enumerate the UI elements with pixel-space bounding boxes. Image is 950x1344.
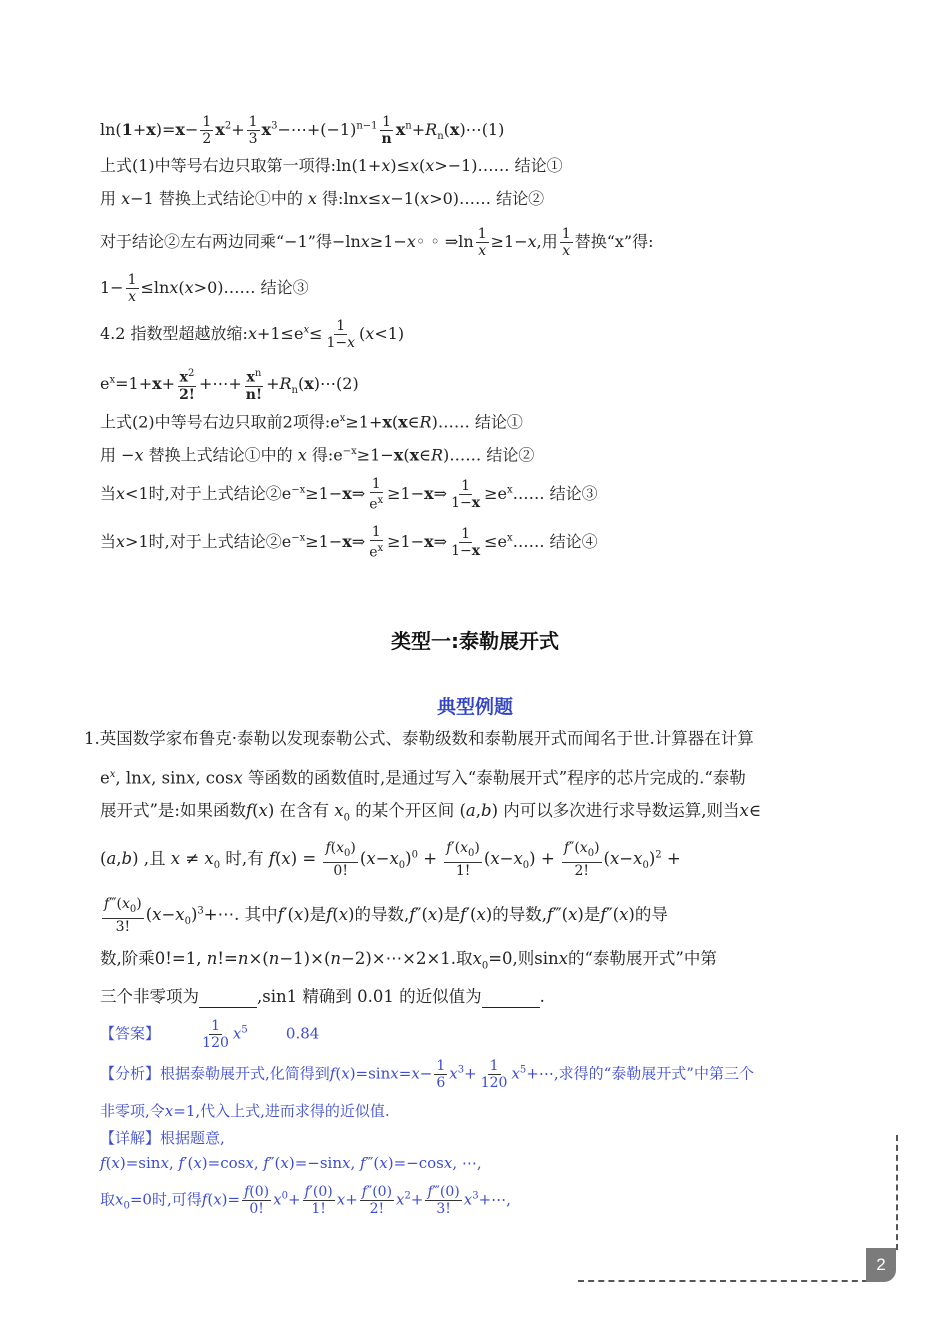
taylor-exp-formula: $e^x=1+x+$ $\frac{x^2}{2!}$ +⋯+ $\frac{x^n}{n!}$ $+R_n(x)\cdots(2)$ [100,368,359,403]
question-line-3: 展开式”是:如果函数f(x) 在含有 $x_0$ 的某个开区间 (a,b) 内可以多次进行求导数运算,则当x∈ [100,801,762,824]
taylor-ln-formula: ln(1+x)=x− $\frac{1}{2}$ $x^2+$ $\frac{1}{3}$ $x^3-\cdots+(-1)^{n-1}$ $\frac{1}{n}$ $x^n+R_n(x)\cdots(1)$ [100,114,505,147]
eq-label: (1) [481,120,505,139]
detail-line-3: 取$x_0=0$时,可得f(x)= $\frac{f(0)}{0!}$ $x^0+$ $\frac{f'(0)}{1!}$ x+ $\frac{f''(0)}{2!}$ $x^2+$ $\frac{f‴(0)}{3!}$ $x^3+\cdots$, [100,1184,511,1217]
conclusion-1-ln: 上式(1)中等号右边只取第一项得:ln(1+x)≤x(x>−1)…… 结论① [100,156,563,175]
analysis-line-1: 【分析】根据泰勒展开式,化简得到f(x)=sinx=x− $\frac{1}{6}$ $x^3+$ $\frac{1}{120}$ $x^5+\cdots$,求得的“泰勒展开式”中第三个 [100,1058,754,1091]
conclusion-2-ln: 用 x−1 替换上式结论①中的 x 得:lnx≤x−1(x>0)…… 结论② [100,189,545,208]
answer-blank-1[interactable] [199,991,257,1008]
detail-line-2: f(x)=sinx, f′(x)=cosx, f″(x)=−sinx, f‴(x)=−cosx, ⋯, [100,1154,482,1172]
question-line-6: 数,阶乘0!=1, n!=n×(n−1)×(n−2)×⋯×2×1.取$x_0=0$,则sinx的“泰勒展开式”中第 [100,949,717,972]
page-number: 2 [866,1248,896,1282]
answer-blank-2[interactable] [482,991,540,1008]
exp-conclusion-3: 当x<1时,对于上式结论$②e^{-x}\ge 1-x\Rightarrow$ $\frac{1}{e^x}$ ≥1−x⇒ $\frac{1}{1-x}$ $\ge e^x\dots\dots$ 结论③ [100,476,598,513]
exp-conclusion-2: 用 −x 替换上式结论①中的 x 得$:e^{-x}\ge 1-x(x\in R)\dots\dots$ 结论② [100,445,535,465]
question-line-4: (a,b) ,且 $x \ne x_0$ 时,有 f(x) = $\frac{f(x_0)}{0!}$ $(x-x_0)^0$ + $\frac{f'(x_0)}{1!}$ $(x-x_0)$ + $\frac{f''(x_0)}{2!}$ $(x-x_0)^2$ + [100,840,681,879]
analysis-line-2: 非零项,令x=1,代入上式,进而求得的近似值. [100,1102,390,1120]
question-line-5: $\frac{f‴(x_0)}{3!}$ $(x-x_0)^3+\cdots$. 其中f′(x)是f(x)的导数,f″(x)是f′(x)的导数,f‴(x)是f″(x)的导 [104,896,668,935]
exp-conclusion-1: 上式(2)中等号右边只取前2项得$:e^x\ge 1+x(x\in R)\dots\dots$ 结论① [100,412,523,432]
exp-conclusion-4: 当x>1时,对于上式结论$②e^{-x}\ge 1-x\Rightarrow$ $\frac{1}{e^x}$ ≥1−x⇒ $\frac{1}{1-x}$ $\le e^x\dots\dots$ 结论④ [100,524,598,561]
question-line-1: 1.英国数学家布鲁克·泰勒以发现泰勒公式、泰勒级数和泰勒展开式而闻名于世.计算器在计算 [84,729,754,748]
page-border-vertical [896,1135,898,1250]
conclusion-3-derivation: 对于结论②左右两边同乘“−1”得−lnx≥1−x◦ ◦ ⇒ln $\frac{1}{x}$ ≥1−x,用 $\frac{1}{x}$ 替换“x”得: [100,226,654,259]
question-line-2: $e^x$, lnx, sinx, cosx 等函数的函数值时,是通过写入“泰勒展开式”程序的芯片完成的.“泰勒 [100,768,746,788]
question-line-7: 三个非零项为 ,sin1 精确到 0.01 的近似值为 . [100,987,545,1006]
section-title: 类型一:泰勒展开式 [391,629,559,653]
conclusion-3-ln: 1− $\frac{1}{x}$ ≤lnx(x>0)…… 结论③ [100,272,309,305]
page-border-horizontal [578,1280,868,1282]
answer-line: 【答案】 $\frac{1}{120}$ $x^5$ 0.84 [100,1018,320,1051]
exp-bound-title: 4.2 指数型超越放缩$:x+1\le e^x\le$ $\frac{1}{1-x}$ (x<1) [100,318,405,351]
subtitle: 典型例题 [436,696,513,718]
detail-line-1: 【详解】根据题意, [100,1129,225,1147]
